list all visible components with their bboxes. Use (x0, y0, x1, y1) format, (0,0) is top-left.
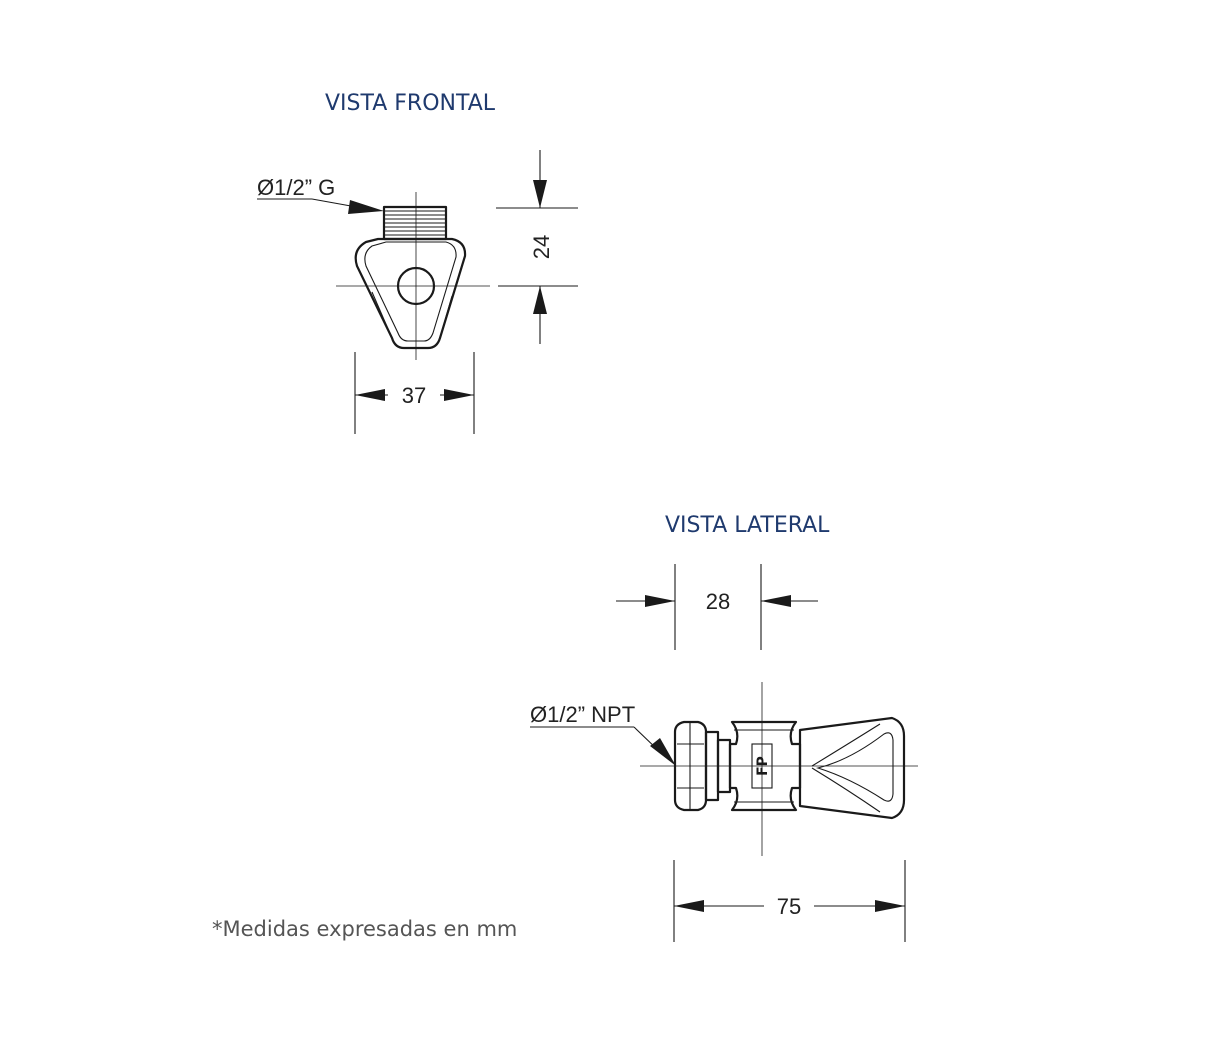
side-view-title: VISTA LATERAL (665, 513, 830, 538)
side-brand-mark: FP (755, 756, 771, 776)
front-thread-leader (257, 199, 384, 214)
side-length-value: 75 (776, 894, 802, 919)
side-body-value: 28 (705, 589, 731, 614)
front-width-value: 37 (401, 383, 427, 408)
side-view (530, 513, 918, 942)
side-thread-label: Ø1/2” NPT (530, 702, 636, 727)
front-view (257, 91, 578, 434)
front-view-title: VISTA FRONTAL (325, 91, 496, 116)
front-handle-body (356, 239, 465, 348)
front-threaded-nipple (384, 207, 446, 239)
units-footnote: *Medidas expresadas en mm (212, 917, 518, 941)
side-thread-leader (530, 727, 676, 766)
front-thread-label: Ø1/2” G (257, 175, 336, 200)
front-height-value: 24 (529, 234, 554, 260)
side-handle (800, 718, 904, 818)
